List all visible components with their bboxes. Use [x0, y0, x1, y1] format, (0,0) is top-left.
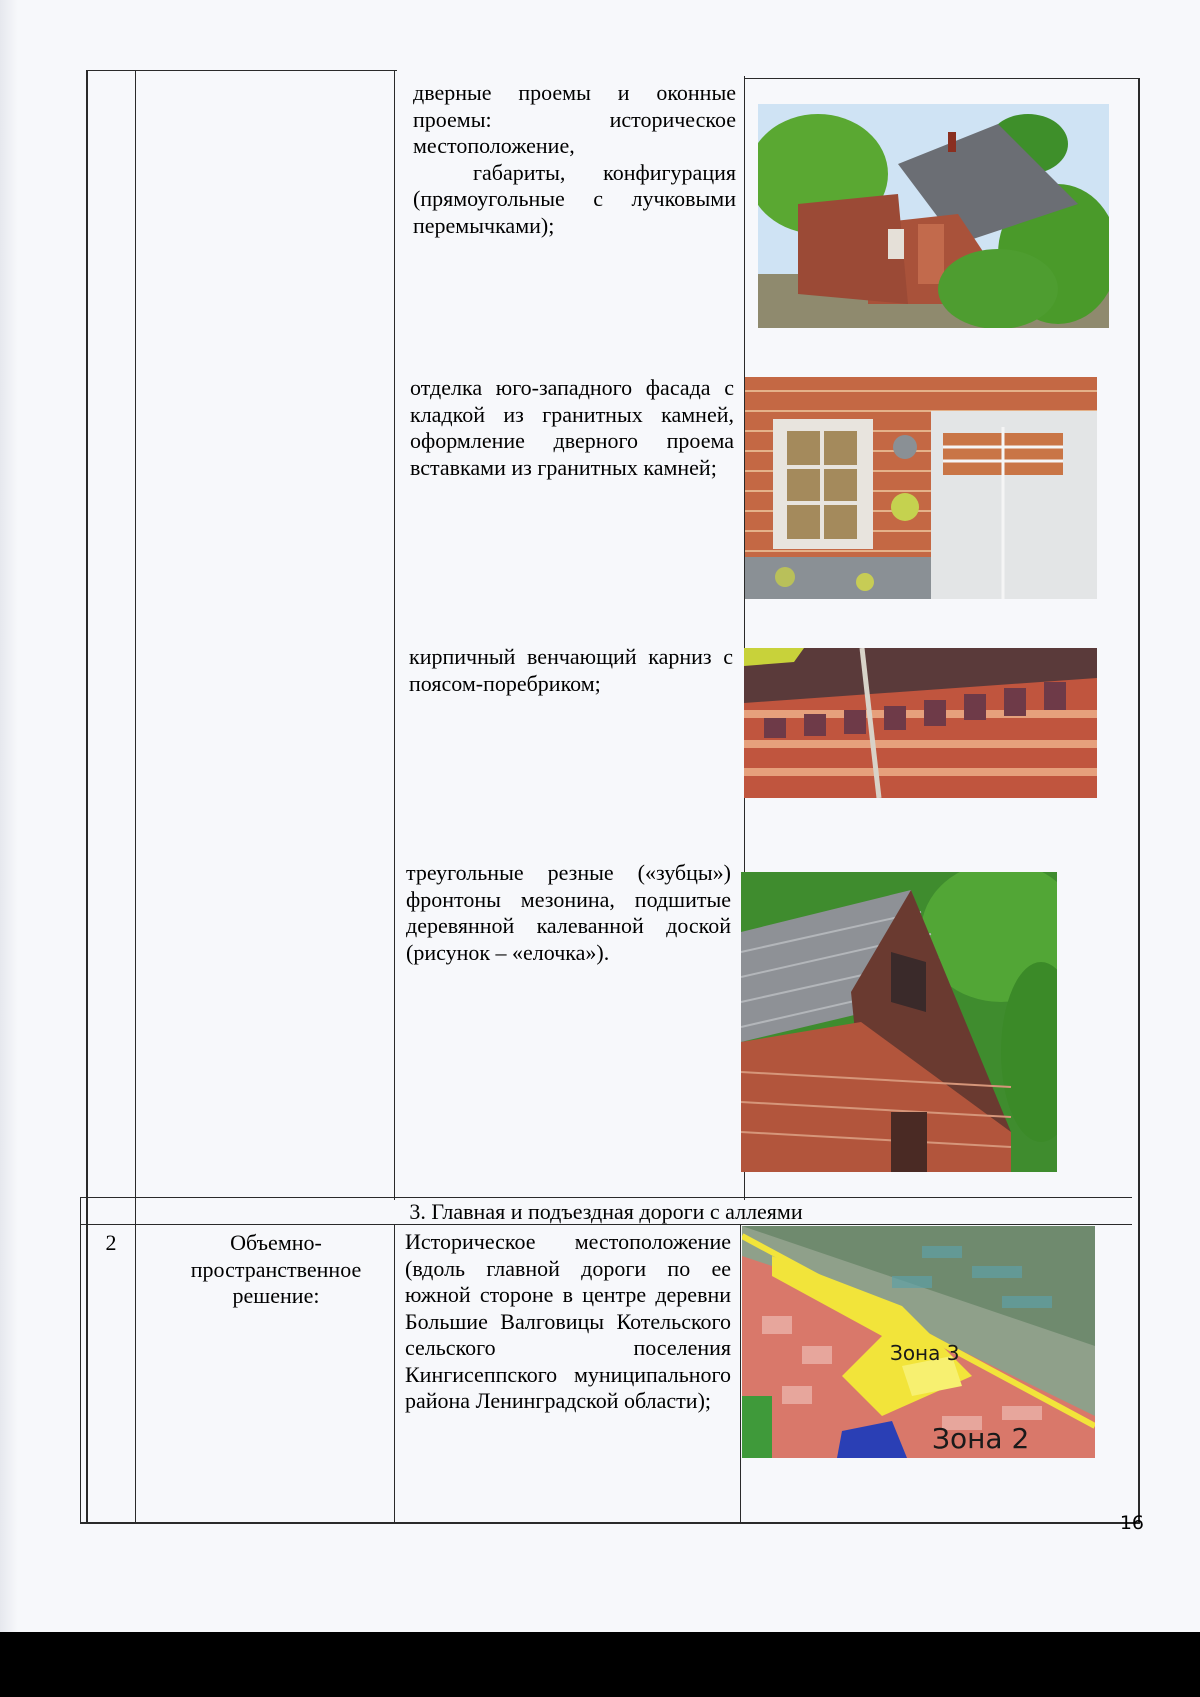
- block-gables-label: треугольные резные («зубцы») фронтоны мезонина, подшитые деревянной калеванной доской (рисунок – «елочка»).: [406, 860, 731, 965]
- photo-facade-granite: [745, 377, 1097, 599]
- map-label-zone3: Зона 3: [890, 1341, 960, 1365]
- block-cornice-text: [409, 644, 733, 697]
- map-zones: [742, 1226, 1095, 1458]
- photo-brick-cornice: [744, 648, 1097, 798]
- block-facade-text: [410, 375, 734, 481]
- row2-category: Объемно-пространственное решение:: [190, 1230, 362, 1308]
- row2-number: 2: [105, 1230, 117, 1255]
- block-gables-text: [406, 860, 731, 966]
- block-facade-label: отделка юго-западного фасада с кладкой из гранитных камней, оформление дверного проема вставками из гранитных камней;: [410, 375, 734, 480]
- block-doors-windows-line1: дверные проемы и оконные проемы: историческое местоположение,: [413, 80, 736, 158]
- row2-description: Историческое местоположение (вдоль главной дороги по ее южной стороне в центре деревни Большие Валговицы Котельского сельского поселения Кингисеппского муниципального района Ленинградской области);: [405, 1229, 731, 1413]
- page-number: 16: [1119, 1512, 1144, 1534]
- block-doors-windows-text: [413, 80, 736, 239]
- block-cornice-label: кирпичный венчающий карниз с поясом-поребриком;: [409, 644, 733, 696]
- section-heading: 3. Главная и подъездная дороги с аллеями: [409, 1199, 803, 1224]
- photo-mezzanine-gable: [741, 872, 1057, 1172]
- block-doors-windows-line2: габариты, конфигурация (прямоугольные с лучковыми перемычками);: [413, 159, 736, 238]
- map-label-zone2: Зона 2: [932, 1422, 1030, 1455]
- photo-house-overview: [758, 104, 1109, 328]
